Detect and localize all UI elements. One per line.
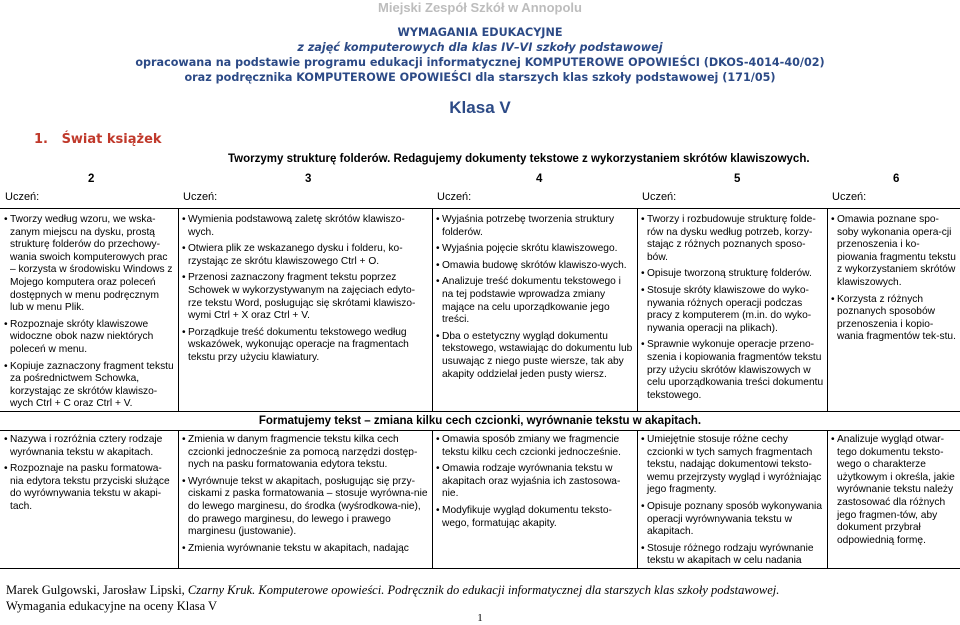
req-cell-grade-5 — [641, 434, 824, 572]
requirement-item: • Omawia poznane spo-soby wykonania opera-cji przenoszenia i ko-piowania fragmentu tekstu z wykorzystaniem skrótów klawiszowych. — [831, 214, 957, 290]
requirement-item: • Wyrównuje tekst w akapitach, posługując się przy-ciskami z paska formatowania – stosuje wyrówna-nie do lewego marginesu, do środka (wyśrodkowa-nie), do prawego marginesu, do lewego i prawego marginesu (justowanie). — [182, 476, 428, 539]
requirement-item: • Analizuje treść dokumentu tekstowego i na tej podstawie wprowadza zmiany mające na celu uporządkowanie jego treści. — [436, 276, 633, 326]
requirement-item: • Tworzy według wzoru, we wska-zanym miejscu na dysku, prostą strukturę folderów do przechowy-wania swoich komputerowych prac – korzysta w środowisku Windows z Mojego komputera oraz poleceń dostępnych w menu podręcznym lub w menu Plik. — [4, 214, 174, 315]
requirement-item: • Zmienia wyrównanie tekstu w akapitach, nadając — [182, 543, 428, 556]
textbook-line: oraz podręcznika KOMPUTEROWE OPOWIEŚCI dla starszych klas szkoły podstawowej (171/05) — [184, 71, 776, 84]
table-divider — [637, 430, 638, 568]
requirement-item: • Zmienia w danym fragmencie tekstu kilka cech czcionki jednocześnie za pomocą narzędzi dostęp-nych na pasku formatowania edytora tekstu. — [182, 434, 428, 472]
table-divider — [827, 430, 828, 568]
grade-header-row — [0, 173, 960, 187]
requirement-item: • Opisuje tworzoną strukturę folderów. — [641, 268, 824, 281]
table-rule — [0, 430, 960, 431]
student-label: Uczeń: — [183, 191, 218, 203]
requirement-item: • Sprawnie wykonuje operacje przeno-szenia i kopiowania fragmentów tekstu przy użyciu skrótów klawiszowych w celu uporządkowania treści dokumentu tekstowego. — [641, 339, 824, 402]
req-cell-grade-4 — [436, 434, 633, 534]
program-line: opracowana na podstawie programu edukacji informatycznej KOMPUTEROWE OPOWIEŚCI (DKOS-4014-40/02) — [135, 56, 825, 69]
requirement-item: • Nazywa i rozróżnia cztery rodzaje wyrównania tekstu w akapitach. — [4, 434, 174, 459]
footer-citation — [6, 583, 779, 598]
requirement-item: • Omawia rodzaje wyrównania tekstu w akapitach oraz wyjaśnia ich zastosowa-nie. — [436, 463, 633, 501]
section-heading — [34, 132, 162, 147]
requirement-item: • Korzysta z różnych poznanych sposobów przenoszenia i kopio-wania fragmentów tek-stu. — [831, 294, 957, 344]
req-cell-grade-2 — [4, 434, 174, 518]
requirement-item: • Otwiera plik ze wskazanego dysku i folderu, ko-rzystając ze skrótu klawiszowego Ctrl + O. — [182, 243, 428, 268]
student-label-row — [0, 191, 960, 205]
doc-title: WYMAGANIA EDUKACYJNE — [397, 26, 563, 39]
req-cell-grade-5 — [641, 214, 824, 406]
table-divider — [178, 208, 179, 411]
doc-subtitle: z zajęć komputerowych dla klas IV–VI szkoły podstawowej — [297, 41, 663, 54]
req-cell-grade-3 — [182, 214, 428, 369]
req-cell-grade-3 — [182, 434, 428, 559]
grade-3: 3 — [305, 173, 312, 185]
requirement-item: • Rozpoznaje na pasku formatowa-nia edytora tekstu przyciski służące do wyrównywania tekstu w akapi-tach. — [4, 463, 174, 513]
topic-heading-2: Formatujemy tekst – zmiana kilku cech czcionki, wyrównanie tekstu w akapitach. — [258, 415, 702, 427]
requirement-item: • Rozpoznaje skróty klawiszowe widoczne obok nazw niektórych poleceń w menu. — [4, 319, 174, 357]
page-number: 1 — [477, 612, 483, 624]
requirement-item: • Modyfikuje wygląd dokumentu teksto-wego, formatując akapity. — [436, 505, 633, 530]
section-number: 1. — [34, 132, 48, 147]
table-divider — [432, 430, 433, 568]
citation-authors: Marek Gulgowski, Jarosław Lipski, — [6, 583, 188, 597]
grade-6: 6 — [893, 173, 900, 185]
requirement-item: • Umiejętnie stosuje różne cechy czcionki w tych samych fragmentach tekstu, nadając dokumentowi teksto-wemu przejrzysty wygląd i wyróżniając jego fragmenty. — [641, 434, 824, 497]
requirement-item: • Dba o estetyczny wygląd dokumentu tekstowego, wstawiając do dokumentu lub usuwając z niego puste wiersze, tak aby akapity oddzielał jeden pusty wiersz. — [436, 331, 633, 381]
table-divider — [827, 208, 828, 411]
table-divider — [432, 208, 433, 411]
student-label: Uczeń: — [642, 191, 677, 203]
requirement-item: • Tworzy i rozbudowuje strukturę folde-rów na dysku według potrzeb, korzy-stając z różnych poznanych sposo-bów. — [641, 214, 824, 264]
class-title: Klasa V — [449, 98, 511, 117]
req-cell-grade-6 — [831, 434, 957, 551]
req-cell-grade-6 — [831, 214, 957, 348]
requirement-item: • Stosuje różnego rodzaju wyrównanie tekstu w akapitach w celu nadania — [641, 543, 824, 568]
requirement-item: • Porządkuje treść dokumentu tekstowego według wskazówek, wykonując operacje na fragmentach tekstu przy użyciu klawiatury. — [182, 327, 428, 365]
topic-heading-1: Tworzymy strukturę folderów. Redagujemy dokumenty tekstowe z wykorzystaniem skrótów klawiszowych. — [228, 153, 810, 165]
requirement-item: • Stosuje skróty klawiszowe do wyko-nywania różnych operacji podczas pracy z komputerem (m.in. do wyko-nywania operacji na plikach). — [641, 285, 824, 335]
section-title: Świat książek — [61, 132, 162, 147]
requirement-item: • Wyjaśnia potrzebę tworzenia struktury folderów. — [436, 214, 633, 239]
requirement-item: • Przenosi zaznaczony fragment tekstu poprzez Schowek w wykorzystywanym na zajęciach edyto-rze tekstu Word, posługując się skrótami klawiszo-wymi Ctrl + X oraz Ctrl + V. — [182, 272, 428, 322]
req-cell-grade-2 — [4, 214, 174, 415]
citation-title: Czarny Kruk. Komputerowe opowieści. Podręcznik do edukacji informatycznej dla starszych klas szkoły podstawowej. — [187, 583, 780, 597]
school-name: Miejski Zespół Szkół w Annopolu — [378, 0, 582, 15]
table-rule — [0, 208, 960, 209]
grade-2: 2 — [88, 173, 95, 185]
requirement-item: • Wyjaśnia pojęcie skrótu klawiszowego. — [436, 243, 633, 256]
table-divider — [637, 208, 638, 411]
student-label: Uczeń: — [832, 191, 867, 203]
requirement-item: • Opisuje poznany sposób wykonywania operacji wyrównywania tekstu w akapitach. — [641, 501, 824, 539]
requirement-item: • Kopiuje zaznaczony fragment tekstu za pośrednictwem Schowka, korzystając ze skrótów klawiszo-wych Ctrl + C oraz Ctrl + V. — [4, 361, 174, 411]
requirement-item: • Wymienia podstawową zaletę skrótów klawiszo-wych. — [182, 214, 428, 239]
req-cell-grade-4 — [436, 214, 633, 385]
student-label: Uczeń: — [5, 191, 40, 203]
grade-4: 4 — [536, 173, 543, 185]
table-divider — [178, 430, 179, 568]
footer-doc-name: Wymagania edukacyjne na oceny Klasa V — [6, 599, 218, 613]
requirement-item: • Omawia budowę skrótów klawiszo-wych. — [436, 260, 633, 273]
requirement-item: • Analizuje wygląd otwar-tego dokumentu teksto-wego o charakterze użytkowym i określa, jakie wyrównanie tekstu należy zastosować dla różnych jego fragmen-tów, aby dokument przybrał odpowiednią formę. — [831, 434, 957, 547]
student-label: Uczeń: — [437, 191, 472, 203]
requirement-item: • Omawia sposób zmiany we fragmencie tekstu kilku cech czcionki jednocześnie. — [436, 434, 633, 459]
grade-5: 5 — [734, 173, 741, 185]
